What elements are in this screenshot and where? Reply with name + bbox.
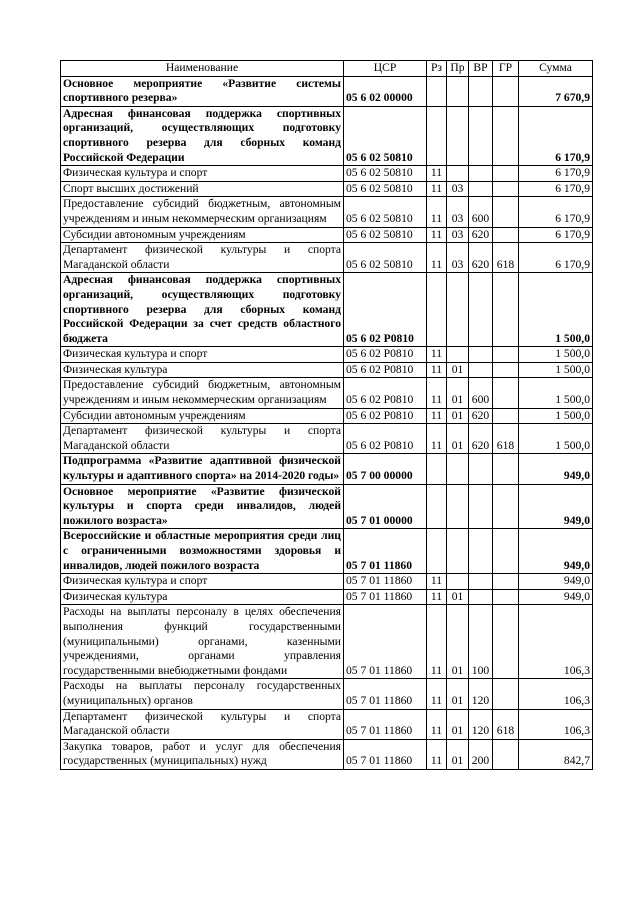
vr-cell xyxy=(469,273,493,347)
name-cell xyxy=(61,197,344,227)
gr-cell xyxy=(493,739,519,769)
table-row xyxy=(61,166,593,182)
gr-cell xyxy=(493,76,519,106)
pr-cell: 01 xyxy=(447,605,469,679)
rz-cell xyxy=(427,106,447,165)
gr-cell xyxy=(493,484,519,529)
rz-cell: 11 xyxy=(427,166,447,182)
csr-cell: 05 6 02 00000 xyxy=(344,76,427,106)
csr-cell: 05 6 02 50810 xyxy=(344,243,427,273)
row-label: Спорт высших достижений xyxy=(63,181,199,195)
csr-cell: 05 6 02 50810 xyxy=(344,106,427,165)
row-label: Физическая культура и спорт xyxy=(63,166,208,180)
sum-cell: 1 500,0 xyxy=(519,347,593,363)
row-label: Расходы на выплаты персоналу государственных (муниципальных) органов xyxy=(63,679,341,707)
name-cell xyxy=(61,106,344,165)
pr-cell xyxy=(447,273,469,347)
pr-cell xyxy=(447,454,469,484)
sum-cell: 6 170,9 xyxy=(519,227,593,243)
row-label: Адресная финансовая поддержка спортивных организаций, осуществляющих подготовку спортивного резерва для сборных команд Российской Федерации xyxy=(63,106,341,164)
csr-cell: 05 7 00 00000 xyxy=(344,454,427,484)
rz-cell: 11 xyxy=(427,574,447,590)
pr-cell xyxy=(447,574,469,590)
pr-cell: 01 xyxy=(447,739,469,769)
vr-cell xyxy=(469,484,493,529)
gr-cell xyxy=(493,529,519,574)
name-cell xyxy=(61,76,344,106)
row-label: Департамент физической культуры и спорта Магаданской области xyxy=(63,243,341,271)
gr-cell xyxy=(493,273,519,347)
gr-cell: 618 xyxy=(493,243,519,273)
sum-cell: 6 170,9 xyxy=(519,197,593,227)
header-name: Наименование xyxy=(61,61,344,77)
rz-cell: 11 xyxy=(427,739,447,769)
table-row xyxy=(61,454,593,484)
pr-cell: 03 xyxy=(447,243,469,273)
sum-cell: 6 170,9 xyxy=(519,106,593,165)
sum-cell: 106,3 xyxy=(519,709,593,739)
pr-cell xyxy=(447,529,469,574)
pr-cell: 01 xyxy=(447,408,469,424)
gr-cell xyxy=(493,589,519,605)
gr-cell xyxy=(493,408,519,424)
csr-cell: 05 7 01 11860 xyxy=(344,589,427,605)
sum-cell: 1 500,0 xyxy=(519,273,593,347)
gr-cell xyxy=(493,106,519,165)
rz-cell: 11 xyxy=(427,378,447,408)
budget-table xyxy=(60,60,593,770)
pr-cell: 03 xyxy=(447,227,469,243)
name-cell xyxy=(61,347,344,363)
row-label: Физическая культура xyxy=(63,589,168,603)
sum-cell: 842,7 xyxy=(519,739,593,769)
gr-cell xyxy=(493,605,519,679)
row-label: Закупка товаров, работ и услуг для обеспечения государственных (муниципальных) нужд xyxy=(63,739,341,768)
table-row xyxy=(61,273,593,347)
vr-cell: 120 xyxy=(469,679,493,709)
gr-cell xyxy=(493,197,519,227)
csr-cell: 05 6 02 50810 xyxy=(344,166,427,182)
row-label: Основное мероприятие «Развитие физической культуры и спорта среди инвалидов, людей пожилого возраста» xyxy=(63,484,341,527)
row-label: Субсидии автономным учреждениям xyxy=(63,408,246,422)
pr-cell xyxy=(447,347,469,363)
pr-cell: 01 xyxy=(447,362,469,378)
csr-cell: 05 6 02 50810 xyxy=(344,227,427,243)
table-row xyxy=(61,574,593,590)
vr-cell: 620 xyxy=(469,424,493,454)
table-row xyxy=(61,197,593,227)
rz-cell: 11 xyxy=(427,181,447,197)
pr-cell xyxy=(447,76,469,106)
header-pr: Пр xyxy=(447,61,469,77)
gr-cell xyxy=(493,679,519,709)
name-cell xyxy=(61,739,344,769)
sum-cell: 949,0 xyxy=(519,589,593,605)
header-row xyxy=(61,61,593,77)
csr-cell: 05 6 02 Р0810 xyxy=(344,408,427,424)
csr-cell: 05 6 02 50810 xyxy=(344,181,427,197)
gr-cell xyxy=(493,166,519,182)
csr-cell: 05 7 01 11860 xyxy=(344,529,427,574)
rz-cell: 11 xyxy=(427,362,447,378)
vr-cell xyxy=(469,181,493,197)
vr-cell xyxy=(469,347,493,363)
row-label: Физическая культура и спорт xyxy=(63,347,208,361)
vr-cell xyxy=(469,529,493,574)
row-label: Физическая культура xyxy=(63,362,168,376)
pr-cell: 03 xyxy=(447,181,469,197)
row-label: Предоставление субсидий бюджетным, автономным учреждениям и иным некоммерческим организациям xyxy=(63,378,341,407)
header-csr: ЦСР xyxy=(344,61,427,77)
sum-cell: 1 500,0 xyxy=(519,408,593,424)
rz-cell xyxy=(427,454,447,484)
sum-cell: 949,0 xyxy=(519,529,593,574)
row-label: Предоставление субсидий бюджетным, автономным учреждениям и иным некоммерческим организациям xyxy=(63,197,341,225)
header-vr: ВР xyxy=(469,61,493,77)
csr-cell: 05 7 01 11860 xyxy=(344,574,427,590)
pr-cell: 01 xyxy=(447,424,469,454)
pr-cell xyxy=(447,166,469,182)
name-cell xyxy=(61,362,344,378)
vr-cell xyxy=(469,454,493,484)
table-row xyxy=(61,227,593,243)
sum-cell: 106,3 xyxy=(519,679,593,709)
gr-cell: 618 xyxy=(493,709,519,739)
name-cell xyxy=(61,529,344,574)
header-gr: ГР xyxy=(493,61,519,77)
name-cell xyxy=(61,589,344,605)
row-label: Субсидии автономным учреждениям xyxy=(63,227,246,241)
csr-cell: 05 6 02 Р0810 xyxy=(344,362,427,378)
pr-cell xyxy=(447,484,469,529)
sum-cell: 6 170,9 xyxy=(519,181,593,197)
sum-cell: 1 500,0 xyxy=(519,424,593,454)
csr-cell: 05 7 01 11860 xyxy=(344,739,427,769)
name-cell xyxy=(61,484,344,529)
sum-cell: 106,3 xyxy=(519,605,593,679)
rz-cell xyxy=(427,484,447,529)
row-label: Физическая культура и спорт xyxy=(63,574,208,588)
name-cell xyxy=(61,454,344,484)
table-row xyxy=(61,679,593,709)
vr-cell xyxy=(469,106,493,165)
table-row xyxy=(61,106,593,165)
name-cell xyxy=(61,166,344,182)
csr-cell: 05 7 01 11860 xyxy=(344,605,427,679)
rz-cell: 11 xyxy=(427,408,447,424)
sum-cell: 949,0 xyxy=(519,484,593,529)
table-row xyxy=(61,347,593,363)
csr-cell: 05 7 01 00000 xyxy=(344,484,427,529)
vr-cell xyxy=(469,166,493,182)
table-row xyxy=(61,709,593,739)
table-row xyxy=(61,589,593,605)
rz-cell xyxy=(427,273,447,347)
table-row xyxy=(61,739,593,769)
table-row xyxy=(61,76,593,106)
name-cell xyxy=(61,273,344,347)
sum-cell: 7 670,9 xyxy=(519,76,593,106)
name-cell xyxy=(61,574,344,590)
vr-cell: 620 xyxy=(469,408,493,424)
rz-cell: 11 xyxy=(427,679,447,709)
vr-cell xyxy=(469,574,493,590)
name-cell xyxy=(61,679,344,709)
table-row xyxy=(61,378,593,408)
vr-cell: 200 xyxy=(469,739,493,769)
pr-cell: 01 xyxy=(447,378,469,408)
name-cell xyxy=(61,605,344,679)
gr-cell: 618 xyxy=(493,424,519,454)
csr-cell: 05 7 01 11860 xyxy=(344,679,427,709)
name-cell xyxy=(61,181,344,197)
vr-cell xyxy=(469,362,493,378)
sum-cell: 6 170,9 xyxy=(519,166,593,182)
row-label: Основное мероприятие «Развитие системы спортивного резерва» xyxy=(63,76,341,105)
csr-cell: 05 6 02 Р0810 xyxy=(344,378,427,408)
pr-cell: 01 xyxy=(447,709,469,739)
table-body xyxy=(61,76,593,769)
sum-cell: 949,0 xyxy=(519,574,593,590)
vr-cell: 600 xyxy=(469,378,493,408)
sum-cell: 1 500,0 xyxy=(519,378,593,408)
vr-cell: 620 xyxy=(469,243,493,273)
sum-cell: 6 170,9 xyxy=(519,243,593,273)
gr-cell xyxy=(493,362,519,378)
gr-cell xyxy=(493,181,519,197)
gr-cell xyxy=(493,574,519,590)
csr-cell: 05 6 02 Р0810 xyxy=(344,273,427,347)
rz-cell: 11 xyxy=(427,227,447,243)
header-sum: Сумма xyxy=(519,61,593,77)
vr-cell xyxy=(469,589,493,605)
rz-cell: 11 xyxy=(427,347,447,363)
csr-cell: 05 6 02 Р0810 xyxy=(344,347,427,363)
vr-cell xyxy=(469,76,493,106)
name-cell xyxy=(61,243,344,273)
csr-cell: 05 6 02 50810 xyxy=(344,197,427,227)
rz-cell: 11 xyxy=(427,197,447,227)
vr-cell: 100 xyxy=(469,605,493,679)
rz-cell: 11 xyxy=(427,243,447,273)
gr-cell xyxy=(493,227,519,243)
name-cell xyxy=(61,424,344,454)
rz-cell: 11 xyxy=(427,424,447,454)
gr-cell xyxy=(493,454,519,484)
table-row xyxy=(61,484,593,529)
vr-cell: 620 xyxy=(469,227,493,243)
rz-cell: 11 xyxy=(427,605,447,679)
row-label: Расходы на выплаты персоналу в целях обеспечения выполнения функций государственными (муниципальными) органами, казенными учреждениями, органами управления государственными внебюджетными фондами xyxy=(63,605,341,677)
sum-cell: 949,0 xyxy=(519,454,593,484)
rz-cell: 11 xyxy=(427,589,447,605)
name-cell xyxy=(61,378,344,408)
row-label: Подпрограмма «Развитие адаптивной физической культуры и адаптивного спорта» на 2014-2020 годы» xyxy=(63,454,341,483)
gr-cell xyxy=(493,378,519,408)
table-row xyxy=(61,181,593,197)
name-cell xyxy=(61,227,344,243)
rz-cell xyxy=(427,529,447,574)
row-label: Адресная финансовая поддержка спортивных организаций, осуществляющих подготовку спортивного резерва для сборных команд Российской Федерации за счет средств областного бюджета xyxy=(63,273,341,345)
pr-cell: 01 xyxy=(447,679,469,709)
table-row xyxy=(61,408,593,424)
vr-cell: 600 xyxy=(469,197,493,227)
table-row xyxy=(61,424,593,454)
vr-cell: 120 xyxy=(469,709,493,739)
rz-cell: 11 xyxy=(427,709,447,739)
table-row xyxy=(61,362,593,378)
table-row xyxy=(61,605,593,679)
csr-cell: 05 6 02 Р0810 xyxy=(344,424,427,454)
name-cell xyxy=(61,709,344,739)
header-rz: Рз xyxy=(427,61,447,77)
pr-cell: 01 xyxy=(447,589,469,605)
rz-cell xyxy=(427,76,447,106)
row-label: Департамент физической культуры и спорта Магаданской области xyxy=(63,709,341,738)
table-row xyxy=(61,529,593,574)
table-row xyxy=(61,243,593,273)
name-cell xyxy=(61,408,344,424)
row-label: Департамент физической культуры и спорта Магаданской области xyxy=(63,424,341,452)
sum-cell: 1 500,0 xyxy=(519,362,593,378)
pr-cell: 03 xyxy=(447,197,469,227)
gr-cell xyxy=(493,347,519,363)
row-label: Всероссийские и областные мероприятия среди лиц с ограниченными возможностями здоровья и инвалидов, людей пожилого возраста xyxy=(63,529,341,572)
pr-cell xyxy=(447,106,469,165)
csr-cell: 05 7 01 11860 xyxy=(344,709,427,739)
